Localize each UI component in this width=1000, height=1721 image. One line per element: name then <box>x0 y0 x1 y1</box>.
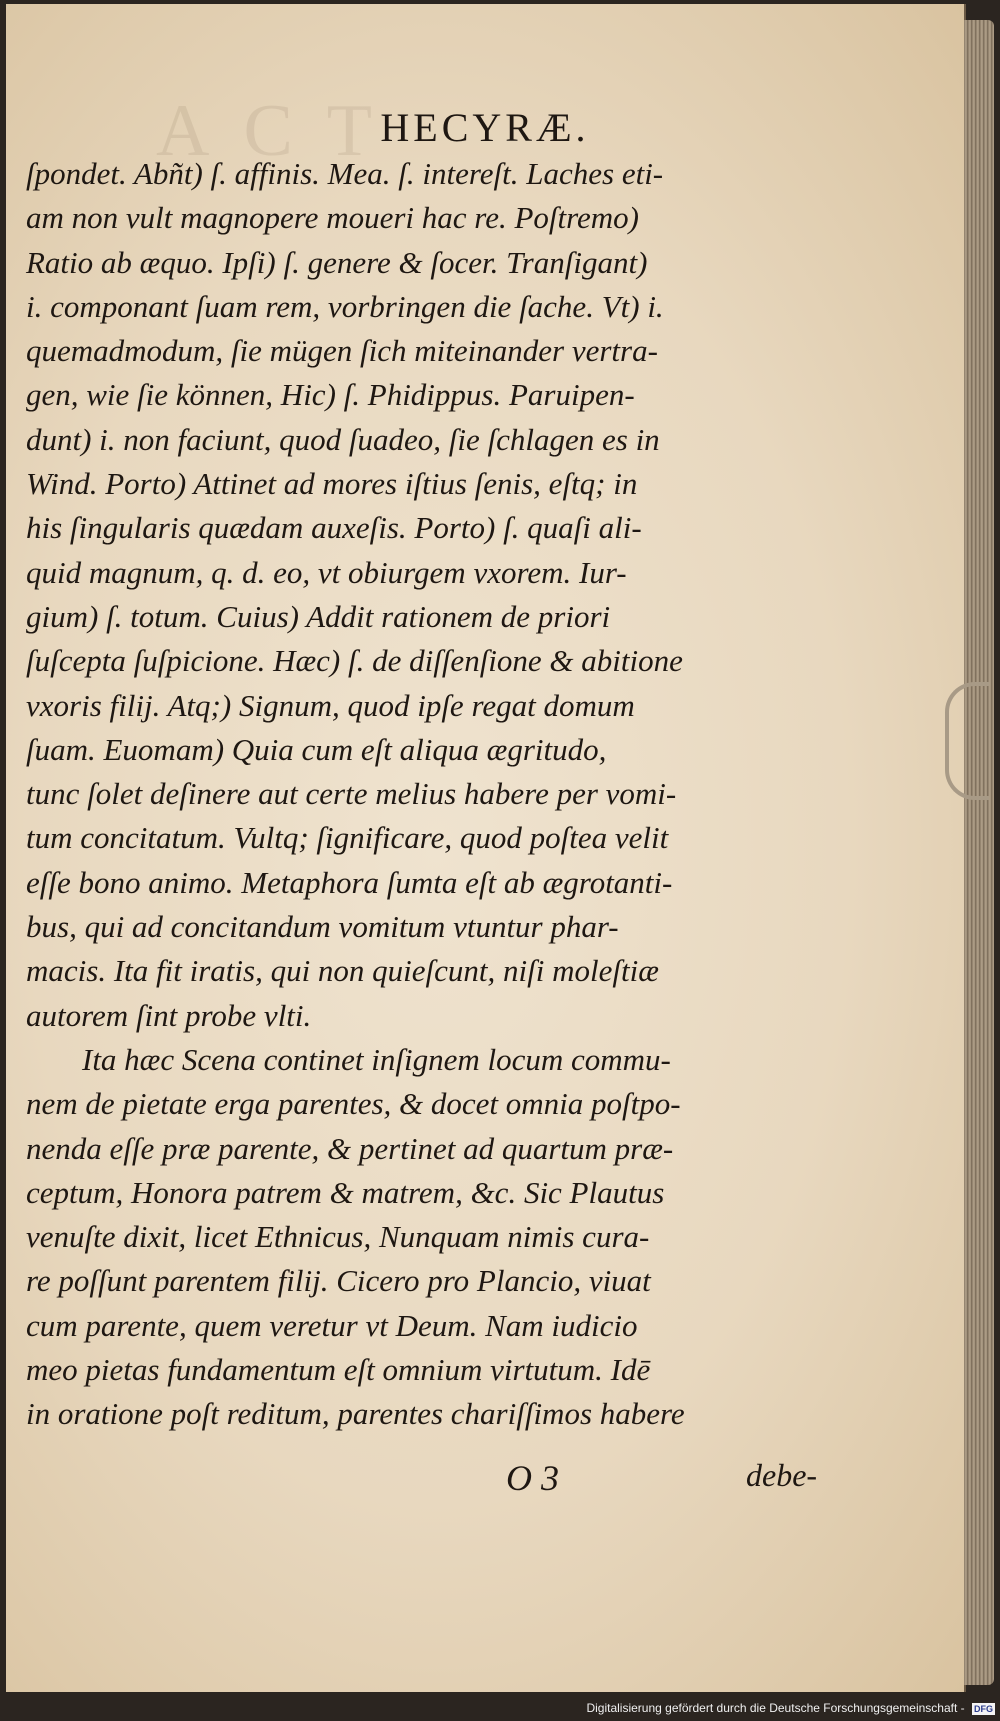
signature-mark: O 3 <box>506 1458 559 1498</box>
text-line: tum concitatum. Vultq; ſignificare, quod poſtea velit <box>26 820 669 856</box>
text-line: i. componant ſuam rem, vorbringen die ſache. Vt) i. <box>26 288 664 324</box>
text-line: ſpondet. Abñt) ſ. affinis. Mea. ſ. intereſt. Laches eti- <box>26 156 664 191</box>
text-line: autorem ſint probe vlti. <box>26 997 312 1033</box>
text-line: tunc ſolet deſinere aut certe melius habere per vomi- <box>26 776 677 812</box>
text-line: quid magnum, q. d. eo, vt obiurgem vxorem. Iur- <box>26 554 627 590</box>
text-line: bus, qui ad concitandum vomitum vtuntur phar- <box>26 909 619 945</box>
text-line: ſuſcepta ſuſpicione. Hæc) ſ. de diſſenſione & abitione <box>26 643 683 679</box>
book-page <box>6 4 966 1692</box>
text-line: Ratio ab æquo. Ipſi) ſ. genere & ſocer. Tranſigant) <box>26 244 648 280</box>
text-line: Wind. Porto) Attinet ad mores iſtius ſenis, eſtq; in <box>26 466 638 502</box>
bleed-through-text: ACT <box>156 90 406 172</box>
text-line: venuſte dixit, licet Ethnicus, Nunquam nimis cura- <box>26 1219 650 1255</box>
text-line: quemadmodum, ſie mügen ſich miteinander vertra- <box>26 333 658 369</box>
text-line: nenda eſſe præ parente, & pertinet ad quartum præ- <box>26 1130 674 1166</box>
clasp-mark <box>945 682 989 800</box>
text-line: cum parente, quem veretur vt Deum. Nam iudicio <box>26 1307 638 1343</box>
text-line: gen, wie ſie können, Hic) ſ. Phidippus. Paruipen- <box>26 377 635 413</box>
credit-text: Digitalisierung gefördert durch die Deutsche Forschungsgemeinschaft - <box>586 1701 965 1715</box>
text-line: re poſſunt parentem filij. Cicero pro Plancio, viuat <box>26 1263 651 1299</box>
text-line: Ita hæc Scena continet inſignem locum commu- <box>82 1041 671 1077</box>
text-line: vxoris filij. Atq;) Signum, quod ipſe regat domum <box>26 687 635 723</box>
text-line: meo pietas fundamentum eſt omnium virtutum. Idē <box>26 1352 651 1388</box>
text-line: dunt) i. non faciunt, quod ſuadeo, ſie ſchlagen es in <box>26 421 660 457</box>
text-line: his ſingularis quædam auxeſis. Porto) ſ. quaſi ali- <box>26 510 642 546</box>
dfg-logo: DFG <box>974 1703 993 1714</box>
text-line: eſſe bono animo. Metaphora ſumta eſt ab ægrotanti- <box>26 864 673 900</box>
text-line: in oratione poſt reditum, parentes chariſſimos habere <box>26 1396 685 1432</box>
body-text <box>26 152 816 1437</box>
digitization-credit <box>0 1696 995 1721</box>
page-footer <box>6 1457 964 1507</box>
text-line: ceptum, Honora patrem & matrem, &c. Sic Plautus <box>26 1174 665 1210</box>
text-line: am non vult magnopere moueri hac re. Poſtremo) <box>26 200 639 236</box>
running-header: HECYRÆ. <box>380 105 590 150</box>
catchword: debe- <box>746 1457 818 1493</box>
text-line: macis. Ita fit iratis, qui non quieſcunt, niſi moleſtiæ <box>26 953 659 989</box>
text-line: gium) ſ. totum. Cuius) Addit rationem de priori <box>26 598 611 634</box>
text-line: ſuam. Euomam) Quia cum eſt aliqua ægritudo, <box>26 731 607 767</box>
page-stack-edge <box>964 20 994 1685</box>
text-line: nem de pietate erga parentes, & docet omnia poſtpo- <box>26 1086 681 1122</box>
